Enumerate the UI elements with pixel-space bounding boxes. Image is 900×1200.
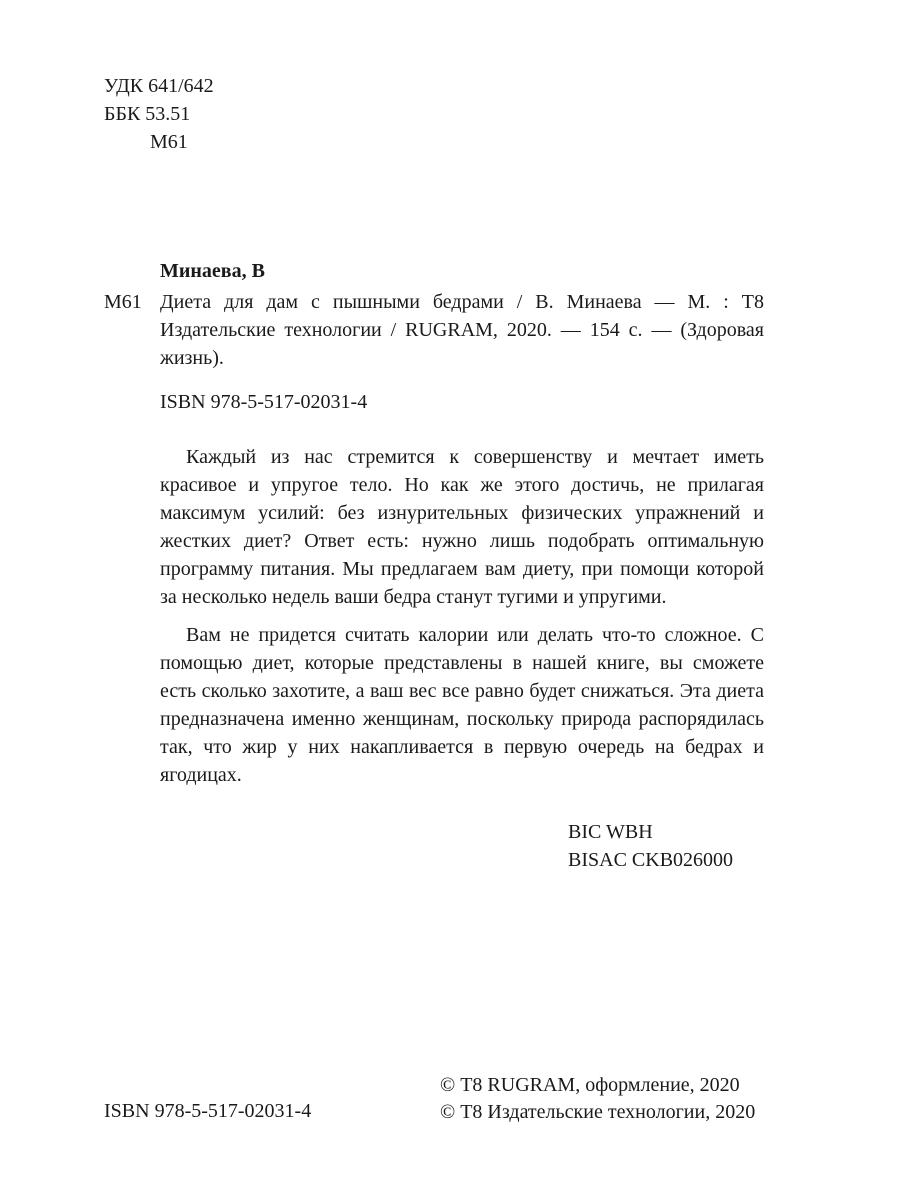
bisac-code: BISAC CKB026000	[568, 849, 734, 871]
bbk-code: ББК 53.51	[104, 103, 191, 125]
annotation-text	[160, 443, 764, 799]
isbn-catalog: ISBN 978-5-517-02031-4	[160, 391, 368, 413]
cutter-code-top: М61	[150, 131, 188, 153]
copyright-design: © Т8 RUGRAM, оформление, 2020	[440, 1074, 740, 1096]
udk-code: УДК 641/642	[104, 75, 214, 97]
author-heading: Минаева, В	[160, 260, 265, 282]
bibliographic-description: Диета для дам с пышными бедрами / В. Минаева — М. : Т8 Издательские технологии / RUGRAM, 2020. — 154 с. — (Здоровая жизнь).	[160, 291, 764, 369]
subject-codes	[568, 818, 733, 874]
cutter-code-side: М61	[104, 291, 142, 313]
copyright-publisher: © Т8 Издательские технологии, 2020	[440, 1101, 756, 1123]
isbn-footer: ISBN 978-5-517-02031-4	[104, 1100, 312, 1122]
bic-code: BIC WBH	[568, 821, 653, 843]
annotation-paragraph-2: Вам не придется считать калории или делать что-то сложное. С помощью диет, которые представлены в нашей книге, вы сможете есть сколько захотите, а ваш вес все равно будет снижаться. Эта диета предназначена именно женщинам, поскольку природа распорядилась так, что жир у них накапливается в первую очередь на бедрах и ягодицах.	[160, 624, 764, 786]
copyright-block	[440, 1071, 755, 1125]
annotation-paragraph-1: Каждый из нас стремится к совершенству и мечтает иметь красивое и упругое тело. Но как же этого достичь, не прилагая максимум усилий: без изнурительных физических упражнений и жестких диет? Ответ есть: нужно лишь подобрать оптимальную программу питания. Мы предлагаем вам диету, при помощи которой за несколько недель ваши бедра станут тугими и упругими.	[160, 446, 764, 608]
classification-block	[104, 72, 214, 156]
